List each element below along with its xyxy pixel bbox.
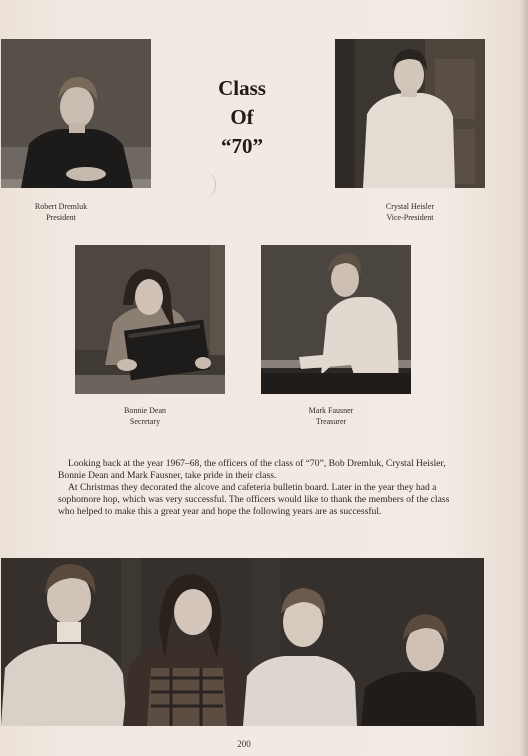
- treasurer-role: Treasurer: [315, 417, 347, 426]
- secretary-caption: [100, 405, 190, 427]
- secretary-photo: [75, 245, 225, 394]
- president-photo: [1, 39, 151, 188]
- title-line-1: Class: [218, 76, 266, 100]
- page-number: 200: [237, 739, 251, 749]
- pen-mark: [203, 172, 216, 198]
- president-role: President: [46, 213, 76, 222]
- vice-president-role: Vice-President: [386, 213, 434, 222]
- president-caption: [11, 201, 111, 223]
- body-paragraph-1: Looking back at the year 1967–68, the officers of the class of “70”, Bob Dremluk, Crystal Heisler, Bonnie Dean and Mark Fausner, take pride in their class.: [58, 458, 446, 481]
- body-paragraph-2: At Christmas they decorated the alcove and cafeteria bulletin board. Later in the year they had a sophomore hop, which was very successful. The officers would like to thank the members of the class who helped to make this a great year and hope the following years are as successful.: [58, 481, 450, 517]
- group-photo: [1, 558, 484, 726]
- title-line-2: Of: [230, 105, 254, 129]
- secretary-role: Secretary: [129, 417, 161, 426]
- treasurer-caption: [286, 405, 376, 427]
- secretary-name: Bonnie Dean: [124, 406, 166, 415]
- title-line-3: “70”: [221, 134, 263, 158]
- page-title: [190, 74, 294, 161]
- body-text: [58, 458, 458, 518]
- president-name: Robert Dremluk: [34, 202, 88, 211]
- vice-president-name: Crystal Heisler: [385, 202, 435, 211]
- treasurer-photo: [261, 245, 411, 394]
- page-edge-shadow: [520, 0, 528, 756]
- treasurer-name: Mark Fausner: [308, 406, 354, 415]
- vice-president-caption: [355, 201, 465, 223]
- vice-president-photo: [335, 39, 485, 188]
